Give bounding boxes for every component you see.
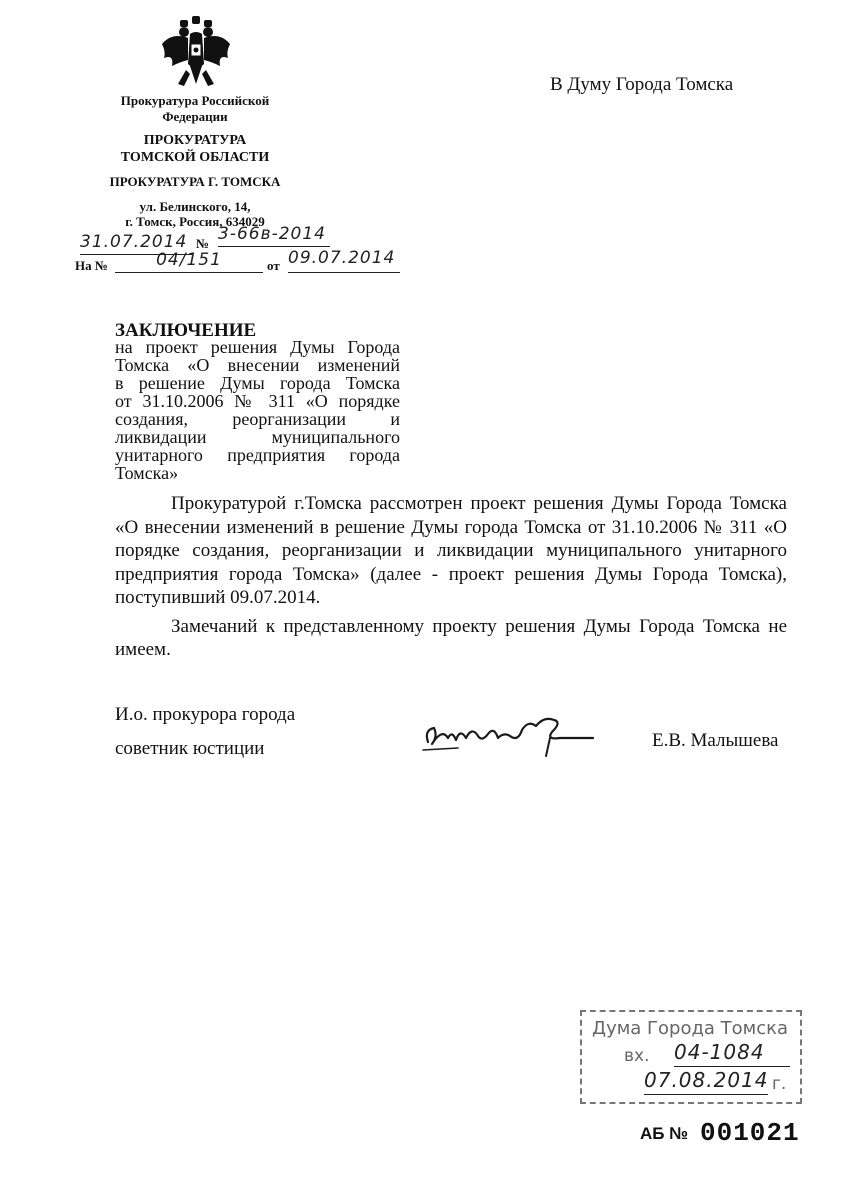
subject-line: создания, реорганизации и <box>115 409 400 429</box>
address-line-1: ул. Белинского, 14, <box>139 199 251 214</box>
signer-position-line-2: советник юстиции <box>115 738 265 759</box>
subject-line: Томска» <box>115 463 179 483</box>
coat-of-arms-emblem <box>158 14 234 92</box>
handwritten-signature <box>418 708 603 768</box>
subject-line: Томска «О внесении изменений <box>115 355 400 375</box>
document-title: ЗАКЛЮЧЕНИЕ <box>115 320 257 341</box>
outgoing-date: 31.07.2014 <box>80 232 188 252</box>
stamp-incoming-label: вх. <box>624 1046 650 1066</box>
incoming-registration-stamp <box>580 1010 802 1104</box>
org-name-line-3: ПРОКУРАТУРА <box>143 133 247 148</box>
reply-date-field <box>288 248 400 273</box>
subject-line: в решение Думы города Томска <box>115 373 400 393</box>
serial-prefix: АБ № <box>640 1124 689 1143</box>
document-subject <box>115 338 400 482</box>
stamp-title: Дума Города Томска <box>592 1018 789 1039</box>
stamp-incoming-number: 04-1084 <box>674 1040 765 1064</box>
address-line-2: г. Томск, Россия, 634029 <box>125 214 265 229</box>
org-name-line-4: ТОМСКОЙ ОБЛАСТИ <box>120 150 270 165</box>
recipient: В Думу Города Томска <box>550 74 734 95</box>
org-name-line-1: Прокуратура Российской <box>120 93 270 108</box>
reply-number: 04/151 <box>156 250 222 270</box>
signer-name: Е.В. Малышева <box>652 730 779 751</box>
org-name-line-2: Федерации <box>162 109 228 124</box>
body-paragraph-1: Прокуратурой г.Томска рассмотрен проект решения Думы Города Томска «О внесении изменений в решение Думы города Томска от 31.10.2006 № 311 «О порядке создания, реорганизации и ликвидации муниципального унитарного предприятия города Томска» (далее - проект решения Думы Города Томска), поступивший 09.07.2014. <box>115 493 787 608</box>
reply-number-field <box>115 250 263 273</box>
subject-line: от 31.10.2006 № 311 «О порядке <box>115 391 400 411</box>
from-label: от <box>267 258 280 273</box>
stamp-year-suffix: г. <box>772 1074 787 1094</box>
number-label: № <box>196 236 210 251</box>
serial-number: 001021 <box>700 1118 800 1148</box>
outgoing-number: 3-66в-2014 <box>218 224 326 244</box>
outgoing-number-field <box>218 224 330 247</box>
signer-position-line-1: И.о. прокурора города <box>115 704 296 725</box>
org-name-line-5: ПРОКУРАТУРА Г. ТОМСКА <box>109 174 281 189</box>
subject-line: унитарного предприятия города <box>115 445 400 465</box>
subject-line: ликвидации муниципального <box>115 427 400 447</box>
stamp-incoming-number-field <box>674 1040 790 1067</box>
stamp-date: 07.08.2014 <box>644 1068 769 1092</box>
reply-date: 09.07.2014 <box>288 248 396 268</box>
stamp-date-field <box>644 1068 768 1095</box>
document-body <box>115 492 787 662</box>
reply-label: На № <box>75 258 108 273</box>
body-paragraph-2: Замечаний к представленному проекту решения Думы Города Томска не имеем. <box>115 615 787 660</box>
subject-line: на проект решения Думы Города <box>115 337 400 357</box>
